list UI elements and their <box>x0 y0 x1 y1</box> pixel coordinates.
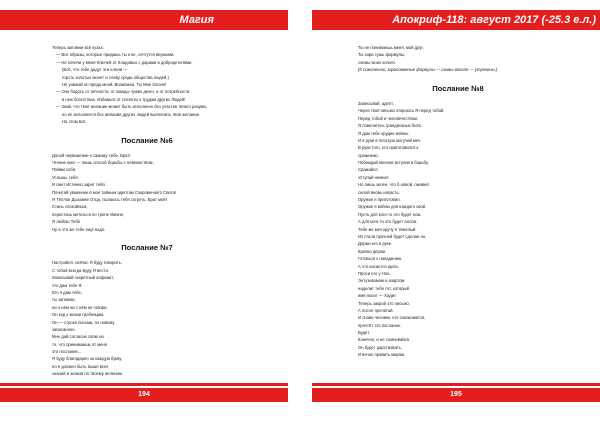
left-text-line: На этом всё. <box>62 118 87 124</box>
left-text-line: это послание... <box>52 349 82 355</box>
right-text-line: Готовься к нападению. <box>358 256 403 262</box>
right-section-heading: Послание №8 <box>432 83 484 93</box>
right-text-line: А для кого-то это будет алопа. <box>358 219 418 225</box>
left-text-line: Пойми себя. <box>52 167 77 173</box>
right-text-line: Я дам тебе орудие войны. <box>358 130 410 136</box>
right-text-line: Оружие я войны для каждого свой. <box>358 204 427 210</box>
left-text-line: Мне дай согласие свою на <box>52 334 104 340</box>
right-text-line: Из стали прочней будет сделан он. <box>358 233 427 239</box>
left-text-line: — Знай, что твоё желание может быть исполнено без участия твоего разума, <box>56 104 207 110</box>
left-page-header <box>0 10 288 30</box>
right-page <box>312 0 600 424</box>
right-text-line: силой вновь напасть. <box>358 189 400 195</box>
left-text-line: то, что принимаешь от меня <box>52 341 108 347</box>
right-text-line: Записывай, адепт. <box>358 100 394 106</box>
right-text-line: И я руки в плоскую могучий меч. <box>358 137 422 143</box>
left-text-line: ни о нём ни с нём не говори. <box>52 304 108 310</box>
right-text-line: сражению. <box>358 152 379 158</box>
left-text-line: С тобой всегда Буду Я вести. <box>52 267 110 273</box>
right-text-line: Оружие я приготовил. <box>358 197 401 203</box>
left-header-title: Магия <box>179 14 214 26</box>
right-text-line: И снова человек, кто ознакомится, <box>358 315 426 321</box>
left-text-line: Ну а что же тебе ещё надо. <box>52 226 106 232</box>
left-text-line: но я должен быть выше всех <box>52 363 109 369</box>
right-text-line: Побеждай меннов вступив в борьбу. <box>358 160 429 166</box>
left-text-line: Долой неуважение к самому себе, Брат! <box>52 152 131 158</box>
right-text-line: Он будет царствовать. <box>358 344 402 350</box>
right-footer-rule <box>312 383 600 386</box>
left-text-line: Я Тёплое Дыхание Отца, пылаюсь тебя согреть, Брат мой! <box>52 197 167 203</box>
right-spacer <box>358 74 558 81</box>
right-text-line: схемы моих коллег. <box>358 59 396 65</box>
right-text-line: Теперь закрой это письмо. <box>358 300 410 306</box>
left-text-line: записанное. <box>52 326 76 332</box>
left-text-line: Записывай секретный алфавит, <box>52 275 114 281</box>
left-text-line: но не исполнится без желания других людей выполнить твоё желание. <box>62 111 201 117</box>
right-page-body <box>358 44 558 359</box>
right-text-line: Энтузиазмом и азартом <box>358 278 405 284</box>
left-text-line: Чтение книг — лишь способ борьбы с невежеством. <box>52 160 154 166</box>
left-text-line: Стань спокойным, <box>52 204 88 210</box>
page-gutter <box>288 0 312 424</box>
right-text-line: Будет. <box>358 330 370 336</box>
right-text-line: Уступай немнет. <box>358 174 390 180</box>
left-spacer <box>52 125 242 132</box>
left-section-heading: Послание №7 <box>121 243 173 253</box>
right-text-line: Ты не понимаешь меня, мой друг. <box>358 45 424 50</box>
left-spacer <box>52 233 242 240</box>
left-text-line: Услышь себя. <box>52 174 79 180</box>
right-text-line: А после прочитай. <box>358 307 394 313</box>
left-text-line: в неж богатствах. Избавься от слепоты к трудам других Людей! <box>62 96 186 102</box>
left-page-number: 194 <box>0 388 288 402</box>
left-text-line: горсть золотых монет и славу среди общества людей.) <box>62 74 169 80</box>
right-text-line: Я повелитель грандиозных битв. <box>358 123 422 129</box>
left-page-body <box>52 44 242 378</box>
left-text-line: что дам тебе Я. <box>52 282 83 288</box>
left-page <box>0 0 288 424</box>
right-text-line: Конечно, и не сомневайся. <box>358 337 411 343</box>
left-text-line: — Оно бодось от алчности, от жажды чужих денег, и от потребности <box>56 89 190 95</box>
right-text-line: Тебе же меч кручу я тяжёлый. <box>358 226 417 232</box>
left-text-line: Он — строка письма, по новому <box>52 319 115 325</box>
right-header-title: Апокриф-118: август 2017 (-25.3 е.л.) <box>392 14 596 26</box>
right-text-line: А что касается щита. <box>358 263 399 269</box>
right-text-line: Перед тобой и человечеством. <box>358 115 419 121</box>
right-text-line: Держи его в руке. <box>358 241 393 247</box>
right-page-number: 195 <box>312 388 600 402</box>
left-text-line: Настройся, сейчас Я буду говорить. <box>52 260 122 266</box>
right-text-line: прочтёт это послание. <box>358 322 402 328</box>
left-text-line: Почитай уважение в мое тайным адептам Сокровенного Света! <box>52 189 176 195</box>
right-text-line: Сражайся. <box>358 167 379 173</box>
right-text-line: Крепко держи. <box>358 248 387 254</box>
right-text-line: В руки того, кто приготовился к <box>358 145 419 151</box>
left-text-line: Я люблю Тебя <box>52 219 80 225</box>
left-text-line: перестань метаться по тропе Жизни, <box>52 211 125 217</box>
left-footer-rule <box>0 383 288 386</box>
right-text-line: Пусть для кого-то это будет нож. <box>358 211 422 217</box>
left-text-line: Он код к жизни гробницам. <box>52 312 105 318</box>
left-text-line: (Всё, что тебе дадут эти ключи — <box>62 67 128 73</box>
left-text-line: Я буду благодарен за каждую букву, <box>52 356 123 362</box>
right-text-line: наделит тебя тот, который <box>358 285 409 291</box>
left-text-line: — Все образы, которые придашь ты к не, сочтутся верными. <box>56 52 175 58</box>
right-text-line: Но лишь зелен, что б новой, оживей <box>358 182 429 188</box>
right-page-header <box>312 10 600 30</box>
right-text-line: Проси его у Ноо. <box>358 270 391 276</box>
left-text-line: ты запомни, <box>52 297 76 303</box>
left-text-line: знаний и знаков по твоему велению. <box>52 371 124 377</box>
left-text-line: — Не клянчи у меня Ключей от Кладовых с дарами и добродетелями. <box>56 59 193 65</box>
right-text-line: имя носит — Хадит. <box>358 293 397 299</box>
left-text-line: Его я дам тебе, <box>52 289 82 295</box>
left-text-line: Не унижай оп преда мной. Возможно, Ты Мне богаче! <box>62 81 167 87</box>
right-text-line: (К сожалению, зарисованные формулы — схемы вопиле — утрачены.) <box>358 67 498 73</box>
right-text-line: Ты зари сушь формулы, <box>358 52 406 58</box>
right-text-line: И вечно править миром. <box>358 352 406 358</box>
left-text-line: Теперь запомни всё кузах: <box>52 45 104 50</box>
left-section-heading: Послание №6 <box>121 135 173 145</box>
right-text-line: Через твоё письмо откроюсь Я перед тобой. <box>358 108 445 114</box>
left-text-line: И смет Истинно зарит тебя. <box>52 182 106 188</box>
